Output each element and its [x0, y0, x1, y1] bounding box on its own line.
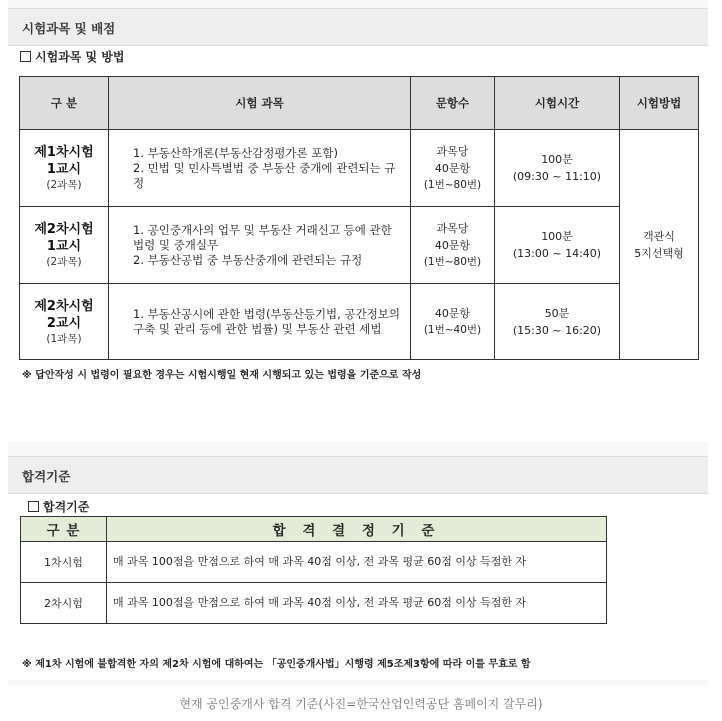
pass-criteria-table: [20, 516, 607, 624]
questions-range: (1번~80번): [423, 178, 482, 191]
section-header-exam-subjects: [8, 8, 708, 46]
col-header-method: 시험방법: [620, 77, 699, 130]
row-time: [495, 284, 620, 360]
table-row: [21, 583, 607, 624]
time-range: (09:30 ~ 11:10): [512, 170, 602, 183]
row-label: 1차시험: [21, 542, 107, 583]
subject-count: (2과목): [46, 179, 82, 191]
section-header-pass-criteria: [8, 456, 708, 494]
checkbox-square-icon: [20, 51, 31, 62]
subject-item: 1. 부동산공시에 관한 법령(부동산등기법, 공간정보의 구축 및 관리 등에 관한 법률) 및 부동산 관련 세법: [133, 306, 401, 336]
pass-criteria-subtitle: [28, 498, 89, 515]
exam-note: ※ 답안작성 시 법령이 필요한 경우는 시험시행일 현재 시행되고 있는 법령을 기준으로 작성: [22, 370, 422, 381]
exam-subjects-subtitle: [20, 48, 125, 65]
table-row: [20, 130, 699, 207]
exam-name: 제1차시험: [34, 145, 94, 160]
row-category: [20, 130, 109, 207]
table-header-row: [21, 517, 607, 542]
subject-item: 1. 부동산학개론(부동산감정평가론 포함): [133, 145, 338, 160]
checkbox-square-icon: [28, 501, 39, 512]
time-range: (13:00 ~ 14:40): [512, 247, 602, 260]
col-header-criteria: 합 격 결 정 기 준: [107, 517, 607, 542]
questions-count: 40문항: [434, 161, 471, 175]
row-criteria: 매 과목 100점을 만점으로 하여 매 과목 40점 이상, 전 과목 평균 60점 이상 득점한 자: [107, 542, 607, 583]
subtitle-text: 합격기준: [43, 500, 90, 514]
questions-range: (1번~80번): [423, 255, 482, 268]
time-range: (15:30 ~ 16:20): [512, 323, 602, 337]
row-category: [20, 284, 109, 360]
method-format: 5지선택형: [634, 246, 684, 260]
row-category: [20, 207, 109, 284]
duration: 100분: [541, 153, 573, 166]
table-row: [20, 207, 699, 284]
row-questions: [411, 130, 495, 207]
col-header-category: 구 분: [21, 517, 107, 542]
row-subjects: [109, 207, 411, 284]
section-title: 시험과목 및 배점: [22, 21, 116, 36]
row-method: [620, 130, 699, 360]
col-header-time: 시험시간: [495, 77, 620, 130]
subject-item: 2. 부동산공법 중 부동산중개에 관련되는 규정: [133, 252, 363, 267]
row-criteria: 매 과목 100점을 만점으로 하여 매 과목 40점 이상, 전 과목 평균 60점 이상 득점한 자: [107, 583, 607, 624]
col-header-category: 구 분: [20, 77, 109, 130]
row-time: [495, 130, 620, 207]
table-row: [21, 542, 607, 583]
col-header-questions: 문항수: [411, 77, 495, 130]
subject-item: 1. 공인중개사의 업무 및 부동산 거래신고 등에 관한 법령 및 중개실무: [133, 222, 392, 252]
col-header-subjects: 시험 과목: [109, 77, 411, 130]
questions-per-subject: 과목당: [436, 221, 469, 235]
row-questions: [411, 207, 495, 284]
row-time: [495, 207, 620, 284]
subject-count: (2과목): [46, 256, 82, 268]
row-subjects: [109, 130, 411, 207]
section-title: 합격기준: [22, 469, 71, 484]
exam-name: 제2차시험: [34, 222, 94, 237]
exam-session: 1교시: [46, 239, 82, 254]
questions-per-subject: 과목당: [436, 144, 469, 158]
questions-count: 40문항: [434, 238, 471, 252]
exam-session: 1교시: [46, 162, 82, 177]
subject-item: 2. 민법 및 민사특별법 중 부동산 중개에 관련되는 규정: [133, 160, 396, 190]
questions-count: 40문항: [434, 306, 471, 320]
subtitle-text: 시험과목 및 방법: [35, 50, 125, 64]
method-type: 객관식: [643, 229, 675, 243]
table-header-row: [20, 77, 699, 130]
table-row: [20, 284, 699, 360]
exam-session: 2교시: [46, 315, 82, 331]
row-questions: [411, 284, 495, 360]
pass-note: ※ 제1차 시험에 불합격한 자의 제2차 시험에 대하여는 「공인중개사법」시행령 제5조제3항에 따라 이를 무효로 함: [22, 659, 531, 670]
questions-range: (1번~40번): [423, 323, 482, 336]
image-caption: 현재 공인중개사 합격 기준(사진=한국산업인력공단 홈페이지 갈무리): [179, 697, 543, 711]
duration: 50분: [544, 306, 570, 320]
subject-count: (1과목): [46, 332, 82, 345]
duration: 100분: [541, 230, 573, 243]
row-subjects: [109, 284, 411, 360]
exam-subjects-table: [19, 76, 699, 360]
row-label: 2차시험: [21, 583, 107, 624]
exam-name: 제2차시험: [34, 298, 94, 314]
